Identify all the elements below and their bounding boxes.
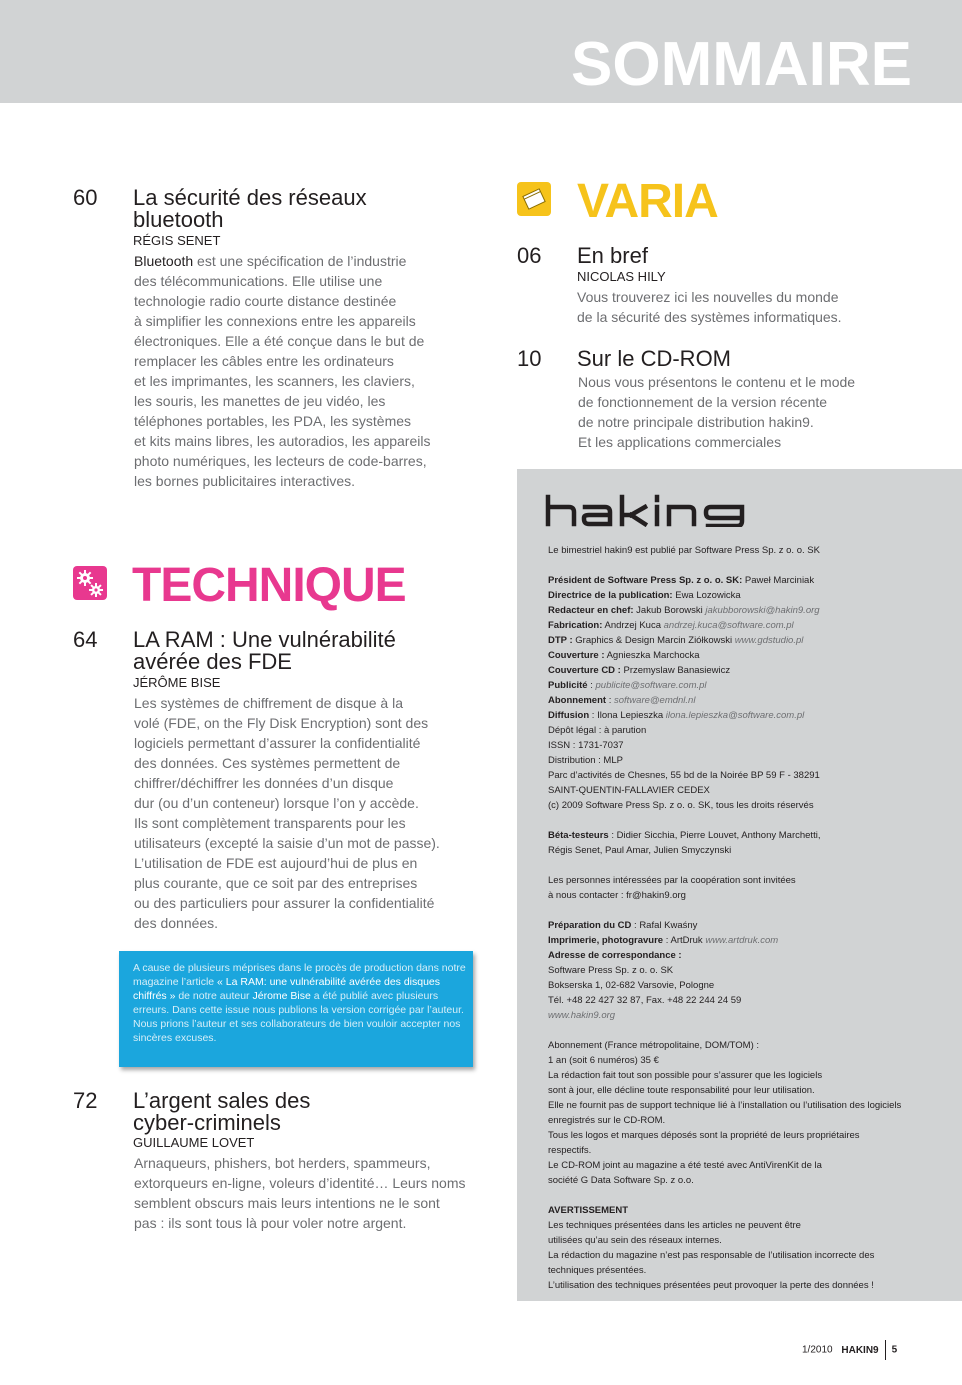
erratum-text: [133, 961, 469, 1045]
article-summary: Nous vous présentons le contenu et le mode de fonctionnement de la version récente de notre principale distribution hakin9. Et les applications commerciales: [578, 374, 856, 450]
credit-line: Préparation du CD : Rafal Kwaśny: [548, 920, 698, 931]
erratum-text-part: a été publié avec plusieurs erreurs. Dans cette issue nous publions la version corrigée par l’auteur. Nous prions l’auteur et ses collaborateurs de bien vouloir accepter nos sincères excuses.: [133, 990, 464, 1044]
credit-line: La rédaction fait tout son possible pour s’assurer que les logiciels: [548, 1070, 823, 1081]
credit-line: respectifs.: [548, 1145, 592, 1156]
magazine-name: HAKIN9: [841, 1344, 879, 1356]
article-page-number: 64: [73, 627, 98, 652]
credit-line: Parc d’activités de Chesnes, 55 bd de la Noirée BP 59 F - 38291: [548, 770, 820, 781]
email-link[interactable]: andrzej.kuca@software.com.pl: [663, 620, 794, 631]
notepad-icon: [517, 182, 551, 216]
article-lead-word: Bluetooth: [134, 253, 194, 269]
credit-line: Régis Senet, Paul Amar, Julien Smyczynski: [548, 845, 732, 856]
credit-line: AVERTISSEMENT: [548, 1205, 629, 1216]
article-title[interactable]: La sécurité des réseaux bluetooth: [133, 185, 367, 232]
page-footer: [802, 1340, 897, 1360]
credit-line: Imprimerie, photogravure : ArtDruk www.artdruk.com: [548, 935, 779, 946]
erratum-text-part: A cause de plusieurs méprises dans le procès de production dans notre magazine l’article: [133, 962, 466, 988]
email-link[interactable]: software@emdnl.nl: [613, 695, 696, 706]
issue-number: 1/2010: [802, 1344, 833, 1356]
credit-line: 1 an (soit 6 numéros) 35 €: [548, 1055, 659, 1066]
page-number: 5: [891, 1344, 898, 1356]
email-link[interactable]: ilona.lepieszka@software.com.pl: [665, 710, 805, 721]
credit-line: Tous les logos et marques déposés sont la propriété de leurs propriétaires: [548, 1130, 860, 1141]
article-author: RÉGIS SENET: [133, 233, 221, 248]
credit-line: à nous contacter : fr@hakin9.org: [548, 890, 686, 901]
header-band: [0, 0, 962, 103]
erratum-article-title: « La RAM: une vulnérabilité avérée des disques chiffrés »: [133, 976, 441, 1002]
credit-line: DTP : Graphics & Design Marcin Ziółkowski www.gdstudio.pl: [548, 635, 804, 646]
section-title-varia: VARIA: [577, 175, 718, 228]
credit-line: Dépôt légal : à parution: [548, 725, 647, 736]
article-summary: Vous trouverez ici les nouvelles du monde de la sécurité des systèmes informatiques.: [577, 289, 842, 325]
erratum-author: Jérome Bise: [252, 990, 311, 1002]
hakin9-logo-art: [545, 493, 745, 527]
credit-line: Abonnement (France métropolitaine, DOM/TOM) :: [548, 1040, 760, 1051]
credit-line: Le CD-ROM joint au magazine a été testé avec AntiVirenKit de la: [548, 1160, 822, 1171]
article-summary-text: est une spécification de l’industrie des télécommunications. Elle utilise une technologie radio courte distance destinée à simplifier les connexions entre les appareils électroniques. Elle a été conçue dans le but de remplacer les câbles entre les ordinateurs et les imprimantes, les scanners, les claviers, les souris, les manettes de jeu vidéo, les téléphones portables, les PDA, les systèmes et kits mains libres, les autoradios, les appareils photo numériques, les lecteurs de code-barres, les bornes publicitaires interactives.: [134, 253, 431, 489]
article-summary: Arnaqueurs, phishers, bot herders, spammeurs, extorqueurs en-ligne, voleurs d’identité… Leurs noms semblent obscurs mais leurs intentions ne le sont pas : ils sont tous là pour voler notre argent.: [134, 1155, 466, 1231]
article-title[interactable]: LA RAM : Une vulnérabilité avérée des FDE: [133, 627, 396, 674]
credit-line: (c) 2009 Software Press Sp. z o. o. SK, tous les droits réservés: [548, 800, 814, 811]
credit-line: techniques présentées.: [548, 1265, 647, 1276]
credit-line: Fabrication: Andrzej Kuca andrzej.kuca@software.com.pl: [548, 620, 794, 631]
email-link[interactable]: jakubborowski@hakin9.org: [705, 605, 820, 616]
article-page-number: 60: [73, 185, 98, 210]
credit-line: Directrice de la publication: Ewa Lozowicka: [548, 590, 741, 601]
credit-line: Publicité : publicite@software.com.pl: [548, 680, 707, 691]
masthead-credits: [548, 543, 948, 1293]
credit-line: Diffusion : Ilona Lepieszka ilona.lepieszka@software.com.pl: [548, 710, 805, 721]
credit-line: Le bimestriel hakin9 est publié par Software Press Sp. z o. o. SK: [548, 545, 820, 556]
credit-line: ISSN : 1731-7037: [548, 740, 624, 751]
erratum-notice: [119, 951, 473, 1067]
credit-line: Redacteur en chef: Jakub Borowski jakubborowski@hakin9.org: [548, 605, 820, 616]
hakin9-logo: [545, 493, 745, 532]
article-author: JÉRÔME BISE: [133, 675, 221, 690]
web-link[interactable]: www.hakin9.org: [548, 1010, 616, 1021]
credit-line: [548, 1008, 948, 1023]
article-title[interactable]: En bref: [577, 243, 648, 268]
credit-line: Les techniques présentées dans les articles ne peuvent être: [548, 1220, 801, 1231]
credit-line: enregistrés sur le CD-ROM.: [548, 1115, 666, 1126]
credit-line: L’utilisation des techniques présentées peut provoquer la perte des données !: [548, 1280, 874, 1291]
credit-line: Couverture CD : Przemyslaw Banasiewicz: [548, 665, 731, 676]
credit-line: Président de Software Press Sp. z o. o. SK: Paweł Marciniak: [548, 575, 815, 586]
article-page-number: 72: [73, 1088, 98, 1113]
web-link[interactable]: www.gdstudio.pl: [734, 635, 804, 646]
email-link[interactable]: publicite@software.com.pl: [595, 680, 707, 691]
gears-icon: [73, 566, 107, 600]
article-author: NICOLAS HILY: [577, 269, 666, 284]
article-summary: [134, 251, 464, 491]
article-summary: Les systèmes de chiffrement de disque à la volé (FDE, on the Fly Disk Encryption) sont des logiciels permettant d’assurer la confidentialité des données. Ces systèmes permettent de chiffrer/déchiffrer les données d’un disque dur (ou d’un conteneur) lorsque l’on y accède. Ils sont complètement transparents pour les utilisateurs (excepté la saisie d’un mot de passe). L’utilisation de FDE est aujourd’hui de plus en plus courante, que ce soit par des entreprises ou des particuliers pour assurer la confidentialité des données.: [134, 695, 440, 931]
web-link[interactable]: www.artdruk.com: [705, 935, 779, 946]
credit-line: Software Press Sp. z o. o. SK: [548, 965, 674, 976]
credit-line: Couverture : Agnieszka Marchocka: [548, 650, 700, 661]
masthead-panel: [517, 469, 962, 1301]
credit-line: Tél. +48 22 427 32 87, Fax. +48 22 244 24 59: [548, 995, 742, 1006]
credit-line: Adresse de correspondance :: [548, 950, 682, 961]
article-author: GUILLAUME LOVET: [133, 1135, 255, 1150]
credit-line: utilisées qu’au sein des réseaux internes.: [548, 1235, 722, 1246]
article-page-number: 10: [517, 346, 542, 371]
credit-line: Elle ne fournit pas de support technique lié à l’installation ou l’utilisation des logiciels: [548, 1100, 902, 1111]
credit-line: société G Data Software Sp. z o.o.: [548, 1175, 694, 1186]
credit-line: Les personnes intéressées par la coopération sont invitées: [548, 875, 796, 886]
article-title[interactable]: L’argent sales des cyber-criminels: [133, 1088, 311, 1135]
article-title[interactable]: Sur le CD-ROM: [577, 346, 732, 371]
page-title: SOMMAIRE: [571, 30, 912, 99]
section-title-technique: TECHNIQUE: [132, 559, 406, 612]
credit-line: SAINT-QUENTIN-FALLAVIER CEDEX: [548, 785, 710, 796]
credit-line: Distribution : MLP: [548, 755, 623, 766]
credit-line: Bokserska 1, 02-682 Varsovie, Pologne: [548, 980, 715, 991]
credit-line: Abonnement : software@emdnl.nl: [548, 695, 696, 706]
credit-line: sont à jour, elle décline toute responsabilité pour leur utilisation.: [548, 1085, 815, 1096]
article-page-number: 06: [517, 243, 542, 268]
credit-line: Béta-testeurs : Didier Sicchia, Pierre Louvet, Anthony Marchetti,: [548, 830, 821, 841]
erratum-text-part: de notre auteur: [175, 990, 253, 1002]
credit-line: La rédaction du magazine n’est pas responsable de l’utilisation incorrecte des: [548, 1250, 875, 1261]
